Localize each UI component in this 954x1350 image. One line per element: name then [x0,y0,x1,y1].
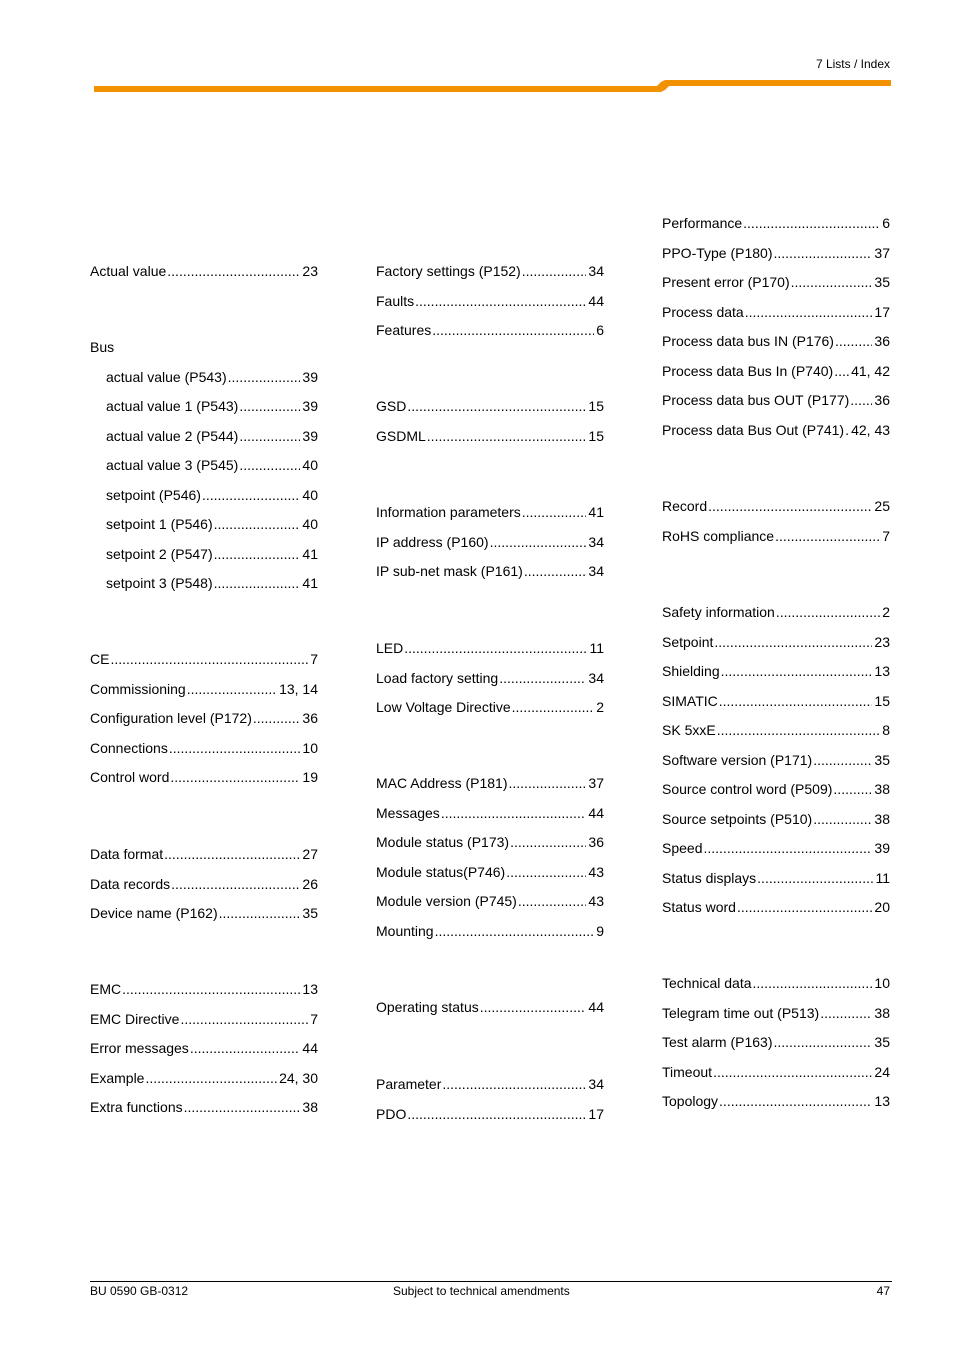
dot-leader [719,692,873,710]
dot-leader [145,1069,277,1087]
index-page-ref: 44 [588,804,604,821]
index-entry [376,292,604,310]
dot-leader [219,904,301,922]
index-term: Low Voltage Directive [376,699,511,715]
dot-leader [834,362,849,380]
index-term: MAC Address (P181) [376,775,508,791]
dot-leader [719,1092,872,1110]
index-entry [662,1033,890,1051]
index-page-ref: 44 [588,999,604,1015]
index-entry [106,515,318,533]
index-entry [90,980,318,998]
index-entry [662,303,890,321]
index-entry [90,875,318,893]
dot-leader [745,303,873,321]
dot-leader [813,751,872,769]
index-page-ref: 38 [302,1099,318,1115]
index-page-ref: 34 [588,563,604,579]
index-entry [662,839,890,857]
index-page-ref: 7 [310,651,318,667]
index-term: CE [90,651,110,667]
index-page-ref: 35 [302,905,318,921]
index-term: actual value 3 (P545) [106,457,239,473]
dot-leader [432,321,594,339]
dot-leader [122,980,300,998]
index-entry [106,368,318,386]
dot-leader [499,669,586,687]
index-term: Actual value [90,263,167,279]
index-entry [662,1092,890,1110]
dot-leader [239,427,300,445]
dot-leader [214,515,301,533]
dot-leader [813,810,872,828]
index-entry [662,974,890,992]
dot-leader [110,650,308,668]
index-entry [662,1004,890,1022]
dot-leader [214,574,301,592]
index-entry [662,751,890,769]
index-term: Process data Bus Out (P741) [662,421,845,438]
index-term: Factory settings (P152) [376,263,521,279]
index-entry [376,503,604,521]
index-term: setpoint (P546) [106,486,201,503]
footer-rule [90,1281,892,1282]
index-term: Shielding [662,663,720,679]
dot-leader [506,863,586,881]
index-term: Topology [662,1093,719,1109]
index-term: Setpoint [662,633,714,650]
dot-leader [737,898,872,916]
index-page-ref: 11 [875,869,890,886]
index-page-ref: 44 [302,1040,318,1056]
index-entry [106,545,318,563]
index-term: PPO-Type (P180) [662,244,773,261]
index-term: Control word [90,769,170,785]
index-page-ref: 17 [588,1105,604,1122]
index-term: Test alarm (P163) [662,1034,773,1050]
dot-leader [522,503,587,521]
dot-leader [214,545,301,563]
index-page-ref: 34 [588,1076,604,1092]
dot-leader [509,774,587,792]
index-term: Messages [376,804,440,821]
index-page-ref: 39 [302,398,318,414]
index-entry [106,486,318,504]
index-term: Features [376,322,432,338]
index-page-ref: 38 [874,810,890,827]
index-page-ref: 35 [874,1034,890,1050]
index-page-ref: 42, 43 [851,421,891,438]
index-term: Technical data [662,975,752,991]
dot-leader [518,892,587,910]
dot-leader [407,397,586,415]
index-page-ref: 23 [874,633,890,650]
footer-note: Subject to technical amendments [393,1284,570,1298]
dot-leader [167,262,300,280]
dot-leader [791,273,873,291]
index-page-ref: 2 [882,604,890,620]
dot-leader [512,698,595,716]
index-page-ref: 7 [310,1010,318,1027]
index-term: Error messages [90,1040,189,1056]
index-entry [662,362,890,380]
index-term: actual value 1 (P543) [106,398,239,414]
index-page-ref: 44 [588,292,604,309]
running-header: 7 Lists / Index [815,57,890,71]
index-page-ref: 36 [874,333,890,349]
index-page-ref: 41 [302,545,318,562]
index-term: Load factory setting [376,669,499,686]
index-entry [106,427,318,445]
dot-leader [845,421,849,439]
index-page-ref: 24, 30 [279,1069,318,1086]
index-page-ref: 9 [596,922,604,939]
index-entry [90,845,318,863]
dot-leader [833,780,872,798]
index-page-ref: 27 [302,846,318,862]
index-term: Module status (P173) [376,834,510,850]
index-page-ref: 36 [302,710,318,726]
index-entry [662,332,890,350]
index-entry [90,768,318,786]
index-entry [376,321,604,339]
dot-leader [717,721,881,739]
document-number: BU 0590 GB-0312 [90,1284,189,1298]
index-term: IP sub-net mask (P161) [376,563,523,579]
index-entry [90,1098,318,1116]
index-term: Software version (P171) [662,751,813,768]
index-entry [90,739,318,757]
dot-leader [253,709,301,727]
dot-leader [239,456,300,474]
index-page-ref: 6 [882,215,890,231]
index-term: Process data Bus In (P740) [662,362,834,379]
dot-leader [714,633,872,651]
dot-leader [441,804,587,822]
index-entry [376,1075,604,1093]
dot-leader [776,603,880,621]
index-page-ref: 17 [874,303,890,320]
index-page-ref: 10 [302,739,318,756]
index-entry [376,833,604,851]
index-entry [106,456,318,474]
index-term: EMC [90,981,122,997]
dot-leader [835,332,872,350]
index-page-ref: 34 [588,533,604,550]
index-entry [90,1069,318,1087]
index-page-ref: 23 [302,263,318,279]
index-entry [662,214,890,232]
header-accent-bar [94,78,891,94]
dot-leader [442,1075,586,1093]
index-entry [376,774,604,792]
index-term: GSDML [376,427,426,444]
index-page-ref: 15 [588,398,604,414]
index-entry [106,397,318,415]
index-entry [662,810,890,828]
dot-leader [757,869,873,887]
dot-leader [743,214,880,232]
index-page-ref: 37 [874,244,890,261]
index-term: Data format [90,846,164,862]
index-page-ref: 13 [874,1093,890,1109]
index-entry [376,922,604,940]
index-entry [662,898,890,916]
index-page-ref: 7 [882,527,890,544]
dot-leader [708,497,872,515]
index-heading: Bus [90,339,115,355]
dot-leader [190,1039,301,1057]
dot-leader [202,486,300,504]
index-entry [376,262,604,280]
dot-leader [522,262,587,280]
index-page-ref: 40 [302,457,318,473]
dot-leader [773,1033,872,1051]
index-term: RoHS compliance [662,527,775,544]
dot-leader [184,1098,301,1116]
index-entry [662,869,890,887]
index-page-ref: 41 [302,575,318,591]
index-entry [90,650,318,668]
dot-leader [239,397,300,415]
index-entry [662,1063,890,1081]
index-term: Speed [662,840,703,856]
index-page-ref: 39 [302,368,318,385]
index-term: Faults [376,292,415,309]
index-term: Connections [90,739,168,756]
index-entry [376,533,604,551]
index-term: LED [376,640,404,656]
index-entry [90,680,318,698]
index-term: Telegram time out (P513) [662,1004,820,1021]
index-entry [90,1039,318,1057]
index-entry [376,427,604,445]
index-term: Operating status [376,999,479,1015]
index-term: SK 5xxE [662,722,716,738]
dot-leader [404,639,587,657]
dot-leader [490,533,587,551]
index-entry [376,397,604,415]
index-term: Data records [90,875,171,892]
index-entry [106,574,318,592]
index-term: SIMATIC [662,692,718,709]
index-term: Record [662,498,708,514]
index-term: EMC Directive [90,1010,180,1027]
index-page-ref: 34 [588,263,604,279]
index-entry [376,863,604,881]
index-page-ref: 41 [588,504,604,520]
index-page-ref: 36 [874,392,890,408]
dot-leader [169,739,301,757]
index-term: Process data bus IN (P176) [662,333,834,349]
index-term: IP address (P160) [376,533,489,550]
index-term: PDO [376,1105,407,1122]
dot-leader [480,998,587,1016]
index-term: Performance [662,215,743,231]
dot-leader [427,427,587,445]
index-entry [376,669,604,687]
dot-leader [774,244,873,262]
index-term: Device name (P162) [90,905,218,921]
index-page-ref: 34 [588,669,604,686]
index-page-ref: 35 [874,274,890,290]
index-page-ref: 6 [596,322,604,338]
index-entry [662,421,890,439]
dot-leader [703,839,872,857]
index-page-ref: 26 [302,875,318,892]
index-term: Mounting [376,922,434,939]
dot-leader [435,922,595,940]
index-term: Parameter [376,1076,442,1092]
index-term: GSD [376,398,407,414]
dot-leader [407,1105,586,1123]
index-term: Safety information [662,604,775,620]
index-term: Commissioning [90,680,186,697]
index-term: Process data [662,303,744,320]
index-entry [662,527,890,545]
index-page-ref: 19 [302,769,318,785]
index-term: setpoint 2 (P547) [106,545,213,562]
index-entry [90,1010,318,1028]
index-page-ref: 13 [302,981,318,997]
index-entry [376,1105,604,1123]
index-term: Source setpoints (P510) [662,810,813,827]
index-term: Present error (P170) [662,274,790,290]
index-page-ref: 39 [302,427,318,444]
dot-leader [510,833,586,851]
dot-leader [171,875,300,893]
index-entry [662,692,890,710]
index-term: Example [90,1069,145,1086]
index-page-ref: 24 [874,1063,890,1080]
index-term: Module version (P745) [376,893,517,909]
index-term: actual value 2 (P544) [106,427,239,444]
dot-leader [228,368,301,386]
index-page-ref: 38 [874,1004,890,1021]
index-page-ref: 15 [874,692,890,709]
index-page-ref: 2 [596,699,604,715]
dot-leader [187,680,277,698]
index-page-ref: 25 [874,498,890,514]
index-entry [662,391,890,409]
index-page-ref: 8 [882,722,890,738]
dot-leader [713,1063,872,1081]
index-page-ref: 11 [589,640,604,656]
dot-leader [180,1010,308,1028]
index-entry [90,709,318,727]
index-entry [662,721,890,739]
dot-leader [415,292,586,310]
dot-leader [775,527,880,545]
index-page-ref: 10 [874,975,890,991]
index-entry [662,603,890,621]
index-term: Information parameters [376,504,521,520]
index-entry [662,633,890,651]
index-page-ref: 38 [874,781,890,797]
index-entry [662,244,890,262]
index-term: Source control word (P509) [662,781,833,797]
index-page-ref: 13, 14 [279,680,318,697]
index-entry [90,262,318,280]
index-page-ref: 40 [302,516,318,532]
index-term: Extra functions [90,1099,183,1115]
index-term: Process data bus OUT (P177) [662,392,850,408]
index-entry [90,904,318,922]
index-entry [376,562,604,580]
index-page-ref: 43 [588,893,604,909]
dot-leader [850,391,872,409]
dot-leader [820,1004,872,1022]
index-term: Module status(P746) [376,863,506,880]
index-term: Status displays [662,869,757,886]
index-page-ref: 39 [874,840,890,856]
index-page-ref: 41, 42 [851,362,890,379]
dot-leader [753,974,873,992]
index-term: setpoint 3 (P548) [106,575,213,591]
page-number: 47 [876,1284,890,1298]
index-page-ref: 40 [302,486,318,503]
index-page-ref: 37 [588,775,604,791]
index-page-ref: 13 [874,663,890,679]
dot-leader [170,768,300,786]
index-term: setpoint 1 (P546) [106,516,213,532]
index-term: Configuration level (P172) [90,710,252,726]
index-term: actual value (P543) [106,368,227,385]
index-entry [662,780,890,798]
index-page-ref: 35 [874,751,890,768]
index-entry [376,804,604,822]
index-page-ref: 43 [588,863,604,880]
index-entry [376,698,604,716]
index-term: Status word [662,899,736,915]
index-entry [376,998,604,1016]
index-page-ref: 15 [588,427,604,444]
index-term: Timeout [662,1063,713,1080]
index-entry [662,662,890,680]
dot-leader [721,662,873,680]
index-page-ref: 20 [874,899,890,915]
index-entry [376,639,604,657]
dot-leader [524,562,587,580]
dot-leader [164,845,300,863]
index-entry [662,273,890,291]
index-page-ref: 36 [588,834,604,850]
index-entry [662,497,890,515]
index-entry [376,892,604,910]
